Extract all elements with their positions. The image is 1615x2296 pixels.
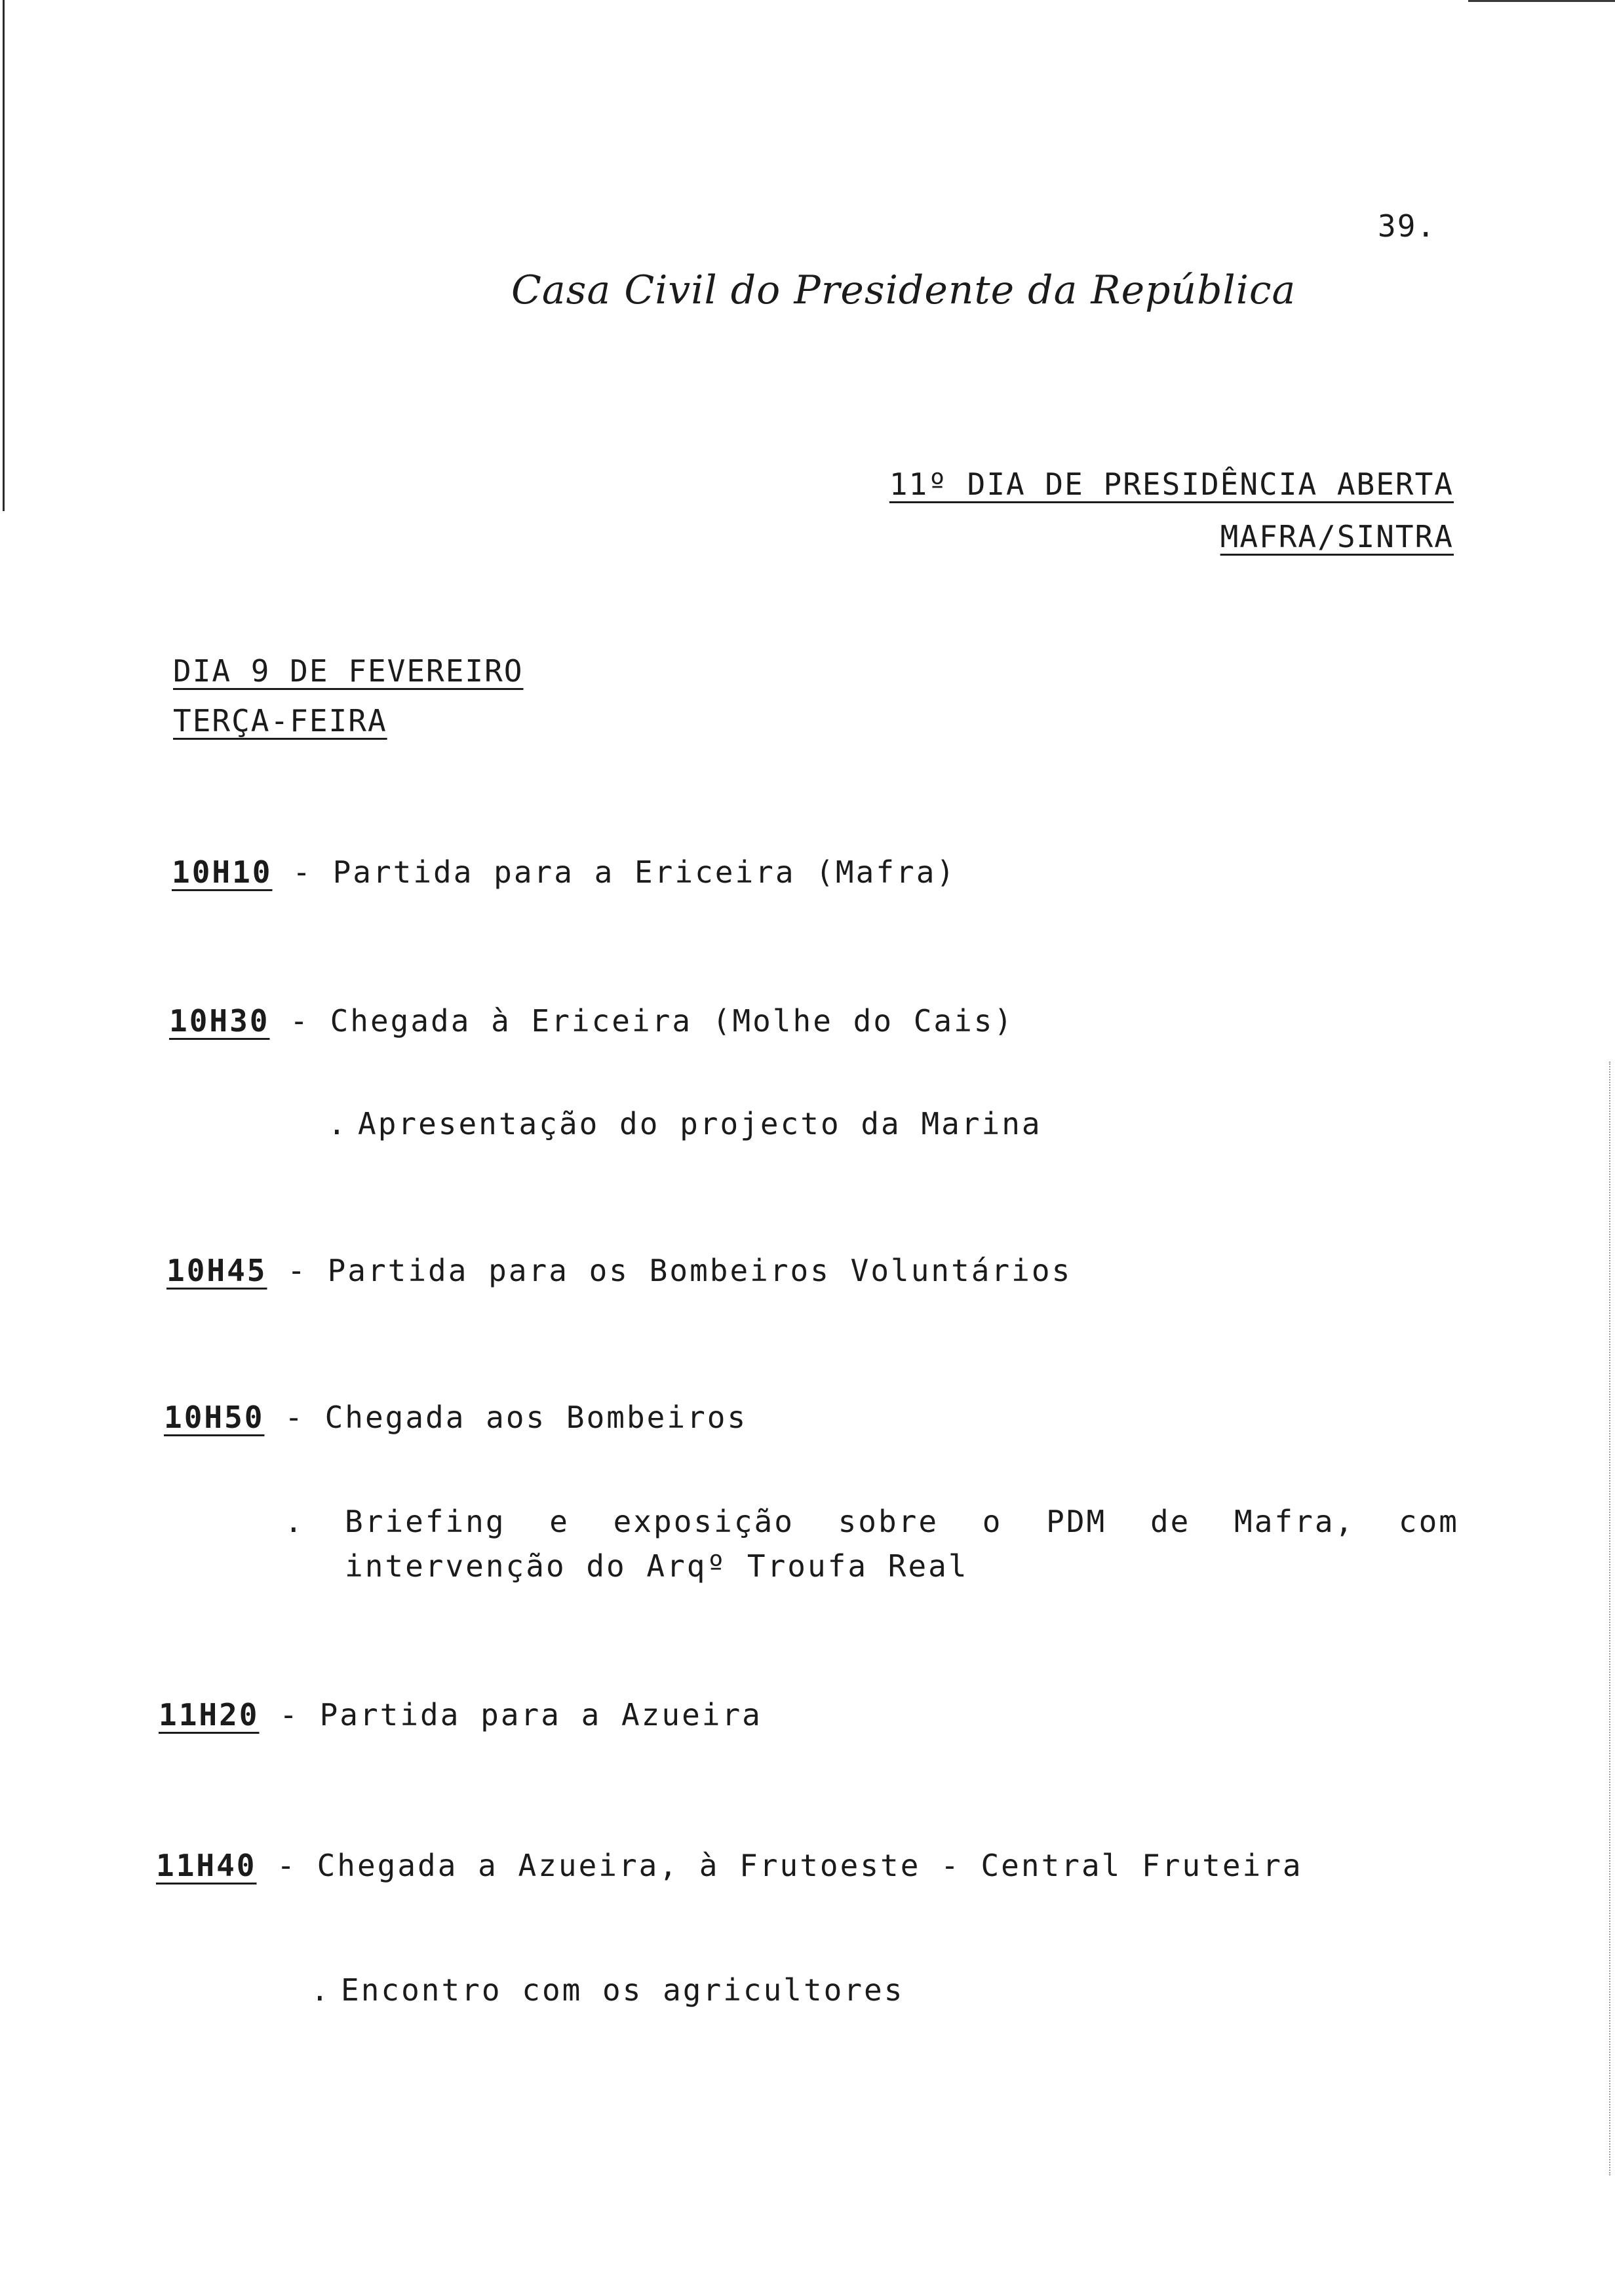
bullet-text: Briefing e exposição sobre o PDM de Mafra, com — [345, 1504, 1459, 1539]
schedule-entry — [156, 1848, 1303, 1883]
heading-place: MAFRA/SINTRA — [1220, 519, 1454, 554]
entry-time: 10H45 — [166, 1253, 267, 1288]
page-number: 39. — [1378, 208, 1437, 244]
schedule-bullet — [328, 1106, 1042, 1141]
heading-title: 11º DIA DE PRESIDÊNCIA ABERTA — [889, 467, 1454, 502]
date-weekday: TERÇA-FEIRA — [173, 703, 387, 738]
bullet-dot: . — [311, 1972, 331, 2008]
entry-text: - Chegada aos Bombeiros — [284, 1400, 748, 1435]
bullet-dot: . — [328, 1106, 348, 1141]
entry-time: 10H10 — [172, 854, 273, 890]
schedule-entry — [172, 854, 956, 890]
schedule-bullet — [311, 1972, 904, 2008]
schedule-bullet — [284, 1499, 1459, 1588]
schedule-entry — [159, 1697, 762, 1732]
entry-time: 10H50 — [164, 1400, 265, 1435]
letterhead: Casa Civil do Presidente da República — [511, 267, 1296, 313]
date-day: DIA 9 DE FEVEREIRO — [173, 653, 524, 689]
entry-time: 10H30 — [169, 1003, 270, 1039]
entry-time: 11H40 — [156, 1848, 257, 1883]
bullet-dot: . — [284, 1504, 305, 1539]
schedule-entry — [169, 1003, 1014, 1039]
scan-edge-right — [1609, 1062, 1612, 2175]
entry-text: - Chegada à Ericeira (Molhe do Cais) — [290, 1003, 1015, 1039]
entry-text: - Partida para os Bombeiros Voluntários — [287, 1253, 1072, 1288]
entry-text: - Partida para a Ericeira (Mafra) — [292, 854, 957, 890]
scan-edge-top — [1468, 0, 1615, 2]
schedule-entry — [166, 1253, 1072, 1288]
schedule-entry — [164, 1400, 747, 1435]
entry-text: - Chegada a Azueira, à Frutoeste - Central Fruteira — [277, 1848, 1303, 1883]
bullet-text-continued: intervenção do Arqº Troufa Real — [345, 1548, 969, 1584]
bullet-text: Encontro com os agricultores — [341, 1972, 905, 2008]
entry-time: 11H20 — [159, 1697, 260, 1732]
scan-edge-left — [3, 0, 5, 511]
bullet-text: Apresentação do projecto da Marina — [358, 1106, 1042, 1141]
entry-text: - Partida para a Azueira — [279, 1697, 762, 1732]
